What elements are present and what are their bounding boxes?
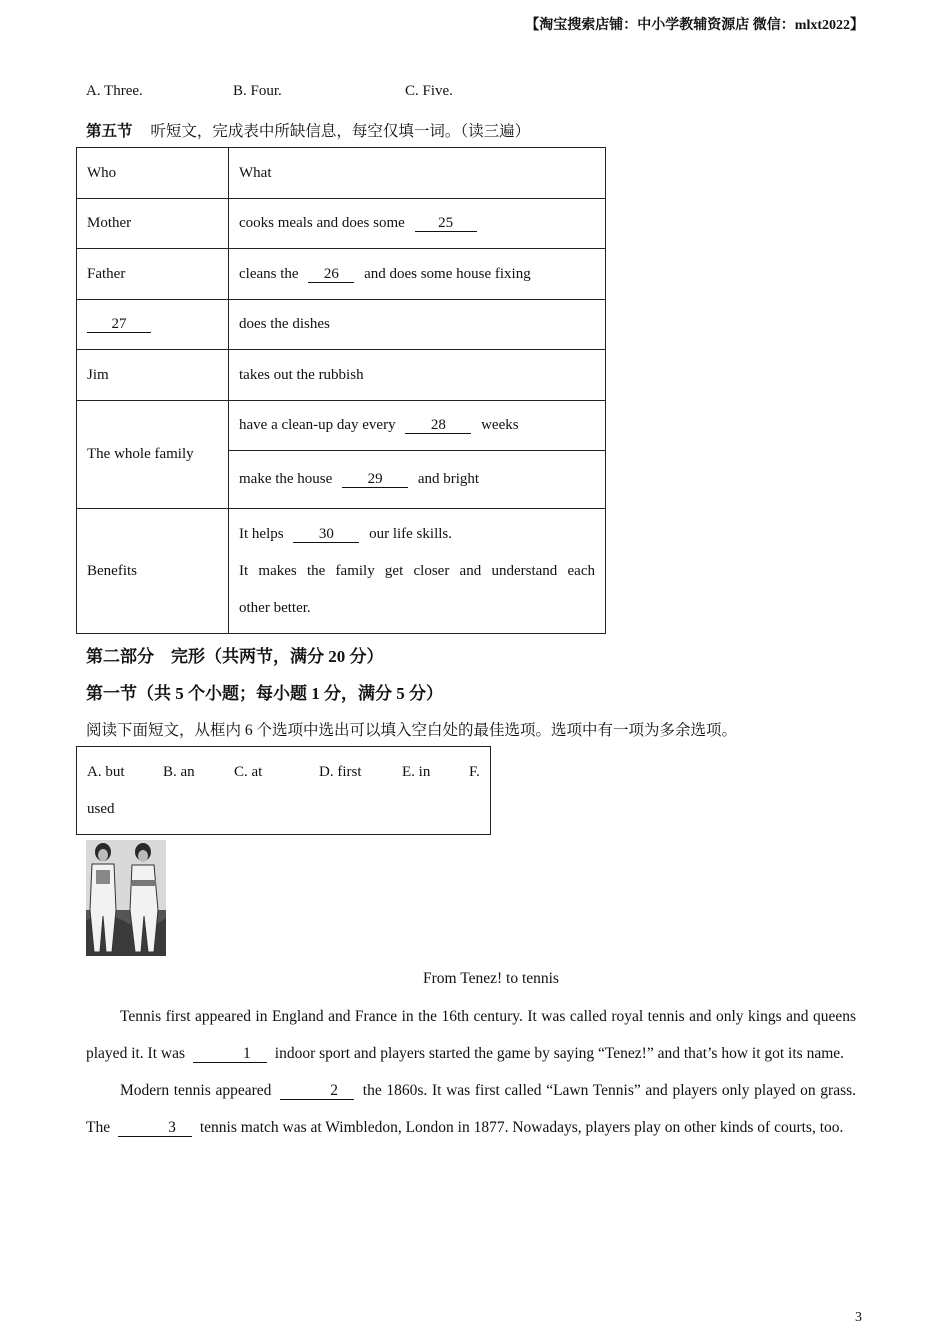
tennis-players-photo	[86, 840, 166, 956]
blank-1[interactable]: 1	[193, 1046, 267, 1063]
blank-2[interactable]: 2	[280, 1083, 354, 1100]
section5-instruction: 听短文，完成表中所缺信息，每空仅填一词。（读三遍）	[150, 123, 531, 140]
table-row	[77, 401, 606, 451]
option-b: B. Four.	[233, 83, 282, 99]
choice-d: D. first	[319, 764, 362, 780]
paragraph-text: Tennis first appeared in England and France in the 16th century. It was called royal tennis and only kings and queens played it. It was	[86, 1008, 856, 1062]
what-cell: takes out the rubbish	[229, 350, 606, 401]
cell-text: have a clean-up day every	[239, 417, 396, 433]
choice-box	[76, 746, 491, 835]
paragraph-text: Modern tennis appeared	[120, 1082, 272, 1099]
choice-a: A. but	[87, 764, 125, 780]
cell-text: It helps	[239, 525, 284, 542]
table-row	[77, 199, 606, 249]
table-row	[77, 148, 606, 199]
cell-text: make the house	[239, 471, 333, 487]
cell-text: and bright	[417, 471, 480, 487]
cell-text: It makes the family get closer and understand each	[239, 562, 595, 579]
choice-f: F.	[469, 764, 480, 780]
blank-3[interactable]: 3	[118, 1120, 192, 1137]
what-cell	[229, 451, 606, 509]
paragraph-2	[86, 1072, 856, 1146]
who-cell	[77, 300, 229, 350]
who-cell: Mother	[77, 199, 229, 249]
blank-27[interactable]: 27	[87, 316, 151, 333]
paragraph-text: the 1860s. It was first called “Lawn Tennis” and players only played on grass. The	[86, 1082, 857, 1136]
who-cell: Father	[77, 249, 229, 300]
blank-29[interactable]: 29	[342, 471, 408, 488]
option-a: A. Three.	[86, 83, 143, 99]
cell-text: and does some house fixing	[364, 265, 531, 282]
table-row	[77, 300, 606, 350]
choice-f-wrap: used	[87, 801, 115, 817]
page-header: 【淘宝搜索店铺：中小学教辅资源店 微信：mlxt2022】	[525, 18, 864, 33]
who-cell: Jim	[77, 350, 229, 401]
cell-text: cooks meals and does some	[239, 215, 405, 231]
what-header: What	[229, 148, 606, 199]
table-row	[77, 509, 606, 634]
paragraph-text: tennis match was at Wimbledon, London in 1877. Nowadays, players play on other kinds of courts, too.	[199, 1119, 844, 1136]
blank-25[interactable]: 25	[415, 215, 477, 232]
who-cell: The whole family	[77, 401, 229, 509]
table-row	[77, 249, 606, 300]
choice-e: E. in	[402, 764, 431, 780]
subsection-title: 第一节（共 5 个小题；每小题 1 分，满分 5 分）	[86, 684, 443, 703]
table-row	[77, 350, 606, 401]
blank-30[interactable]: 30	[293, 526, 359, 543]
part2-title: 第二部分 完形（共两节，满分 20 分）	[86, 647, 384, 666]
paragraph-text: indoor sport and players started the game by saying “Tenez!” and that’s how it got its name.	[274, 1045, 845, 1062]
what-cell	[229, 199, 606, 249]
section5-heading	[86, 119, 530, 141]
what-cell	[229, 401, 606, 451]
cell-text: our life skills.	[369, 525, 452, 542]
choice-c: C. at	[234, 764, 263, 780]
what-cell: does the dishes	[229, 300, 606, 350]
paragraph-1	[86, 998, 856, 1072]
who-header: Who	[77, 148, 229, 199]
passage-title: From Tenez! to tennis	[423, 970, 559, 987]
option-c: C. Five.	[405, 83, 453, 99]
cell-text: other better.	[239, 599, 311, 616]
what-cell	[229, 509, 606, 634]
passage	[86, 998, 856, 1146]
cloze-instruction: 阅读下面短文，从框内 6 个选项中选出可以填入空白处的最佳选项。选项中有一项为多余选项。	[86, 722, 738, 739]
blank-26[interactable]: 26	[308, 266, 354, 283]
cell-text: cleans the	[239, 265, 299, 282]
blank-28[interactable]: 28	[405, 417, 471, 434]
cell-text: weeks	[481, 417, 519, 433]
who-cell: Benefits	[77, 509, 229, 634]
choice-b: B. an	[163, 764, 195, 780]
page-number: 3	[855, 1310, 862, 1325]
what-cell	[229, 249, 606, 300]
listening-table	[76, 147, 606, 634]
section5-title: 第五节	[86, 123, 133, 140]
